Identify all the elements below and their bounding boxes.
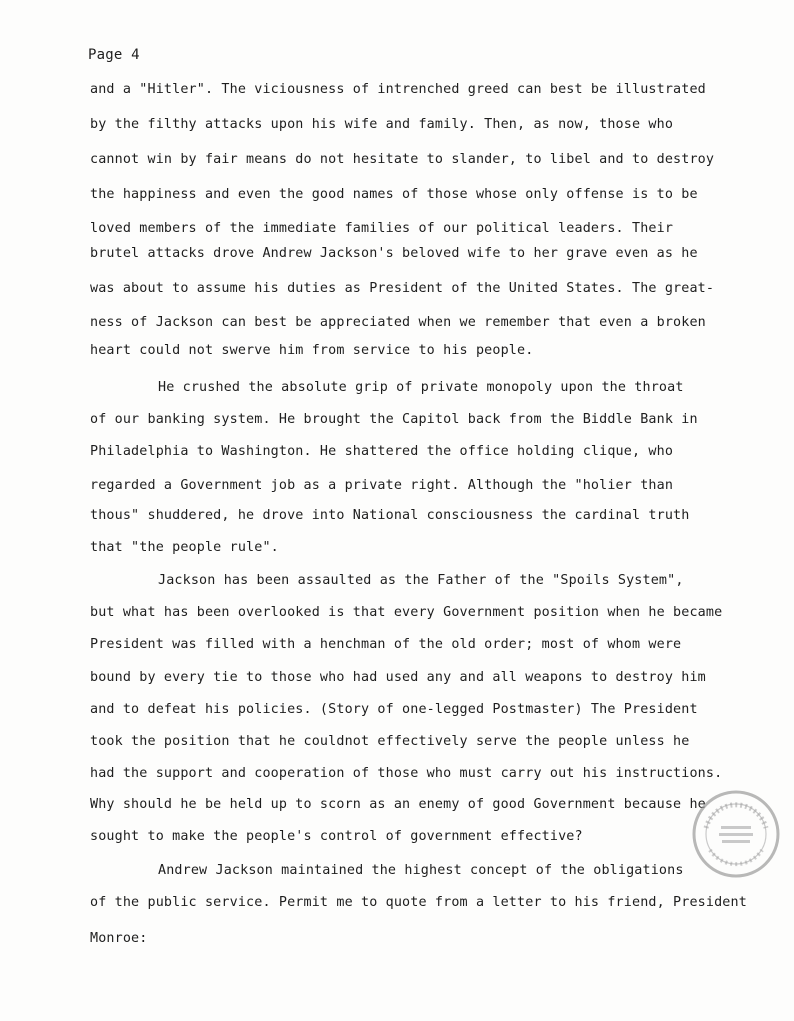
text-line: and a "Hitler". The viciousness of intrenched greed can best be illustrated (90, 82, 706, 97)
text-line: cannot win by fair means do not hesitate to slander, to libel and to destroy (90, 152, 715, 167)
text-line: Andrew Jackson maintained the highest concept of the obligations (158, 863, 684, 878)
text-line: the happiness and even the good names of those whose only offense is to be (90, 187, 698, 202)
text-line: He crushed the absolute grip of private monopoly upon the throat (158, 380, 684, 395)
text-line: was about to assume his duties as President of the United States. The great- (90, 281, 715, 296)
text-line: thous" shuddered, he drove into National consciousness the cardinal truth (90, 508, 690, 523)
text-line: Monroe: (90, 931, 148, 946)
text-line: brutel attacks drove Andrew Jackson's beloved wife to her grave even as he (90, 246, 698, 261)
page-number: Page 4 (88, 47, 140, 63)
text-line: by the filthy attacks upon his wife and family. Then, as now, those who (90, 117, 674, 132)
text-line: heart could not swerve him from service to his people. (90, 343, 534, 358)
text-line: Jackson has been assaulted as the Father of the "Spoils System", (158, 573, 684, 588)
text-line: Philadelphia to Washington. He shattered the office holding clique, who (90, 444, 674, 459)
text-line: had the support and cooperation of those who must carry out his instructions. (90, 766, 723, 781)
text-line: of the public service. Permit me to quote from a letter to his friend, President (90, 895, 747, 910)
text-line: that "the people rule". (90, 540, 279, 555)
text-line: ness of Jackson can best be appreciated when we remember that even a broken (90, 315, 706, 330)
text-line: took the position that he couldnot effectively serve the people unless he (90, 734, 690, 749)
text-line: Why should he be held up to scorn as an enemy of good Government because he (90, 797, 706, 812)
text-line: but what has been overlooked is that every Government position when he became (90, 605, 723, 620)
text-line: regarded a Government job as a private right. Although the "holier than (90, 478, 674, 493)
text-line: loved members of the immediate families of our political leaders. Their (90, 221, 674, 236)
archive-stamp-seal (690, 788, 782, 880)
text-line: and to defeat his policies. (Story of one-legged Postmaster) The President (90, 702, 698, 717)
text-line: bound by every tie to those who had used any and all weapons to destroy him (90, 670, 706, 685)
text-line: President was filled with a henchman of the old order; most of whom were (90, 637, 682, 652)
text-line: of our banking system. He brought the Capitol back from the Biddle Bank in (90, 412, 698, 427)
text-line: sought to make the people's control of government effective? (90, 829, 583, 844)
